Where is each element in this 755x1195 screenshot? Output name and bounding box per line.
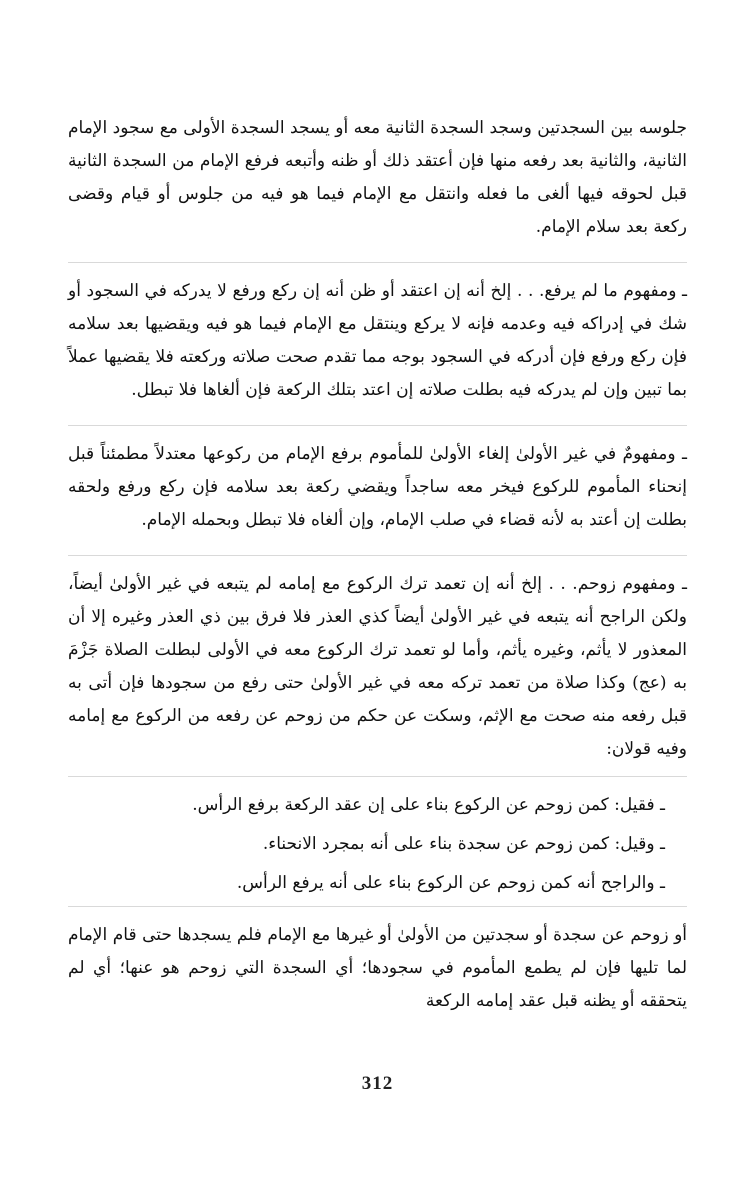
page-body: [68, 112, 687, 1036]
list-item-3: ـ والراجح أنه كمن زوحم عن الركوع بناء على أنه يرفع الرأس.: [236, 873, 665, 893]
paragraph-divider: [68, 425, 687, 426]
list-item-1: ـ فقيل: كمن زوحم عن الركوع بناء على إن عقد الركعة برفع الرأس.: [192, 795, 665, 815]
paragraph-divider: [68, 906, 687, 907]
list-item-2: ـ وقيل: كمن زوحم عن سجدة بناء على أنه بمجرد الانحناء.: [262, 834, 665, 854]
paragraph-3: ـ ومفهومٌ في غير الأولىٰ إلغاء الأولىٰ للمأموم برفع الإمام من ركوعها معتدلاً مطمئناً قبل إنحناء المأموم للركوع فيخر معه ساجداً ويقضي ركعة بعد سلامه فإن ركع ورفع ولحقه بطلت إن أعتد به لأنه قضاء في صلب الإمام، وإن ألغاه فلا تبطل وبحمله الإمام.: [68, 444, 687, 530]
closing-paragraph: أو زوحم عن سجدة أو سجدتين من الأولىٰ أو غيرها مع الإمام فلم يسجدها حتى قام الإمام لما تليها فإن لم يطمع المأموم في سجودها؛ أي السجدة التي زوحم هو عنها؛ أي لم يتحققه أو يظنه قبل عقد إمامه الركعة: [68, 925, 687, 1011]
paragraph-1: جلوسه بين السجدتين وسجد السجدة الثانية معه أو يسجد السجدة الأولى مع سجود الإمام الثانية، والثانية بعد رفعه منها فإن أعتقد ذلك أو ظنه وأتبعه فرفع الإمام من السجدة الثانية قبل لحوقه فيها ألغى ما فعله وانتقل مع الإمام فيما هو فيه من جلوس أو قيام وقضى ركعة بعد سلام الإمام.: [68, 118, 687, 237]
page-number: 312: [361, 1073, 394, 1094]
paragraph-2: ـ ومفهوم ما لم يرفع. . . إلخ أنه إن اعتقد أو ظن أنه إن ركع ورفع لا يدركه في السجود أو شك في إدراكه فيه وعدمه فإنه لا يركع وينتقل مع الإمام فيما هو فيه ويقضيها بعد سلامه فإن ركع ورفع فإن أدركه في السجود بوجه مما تقدم صحت صلاته وركعته فلا يقضيها عملاً بما تبين وإن لم يدركه فيه بطلت صلاته إن اعتد بتلك الركعة فإن ألغاها فلا تبطل.: [68, 281, 687, 400]
paragraph-divider: [68, 555, 687, 556]
paragraph-divider: [68, 262, 687, 263]
paragraph-4: ـ ومفهوم زوحم. . . إلخ أنه إن تعمد ترك الركوع مع إمامه لم يتبعه في غير الأولىٰ أيضاً، ولكن الراجح أنه يتبعه في غير الأولىٰ أيضاً كذي العذر فلا فرق بين ذي العذر وغيره إلا أن المعذور لا يأثم، وغيره يأثم، وأما لو تعمد ترك الركوع معه في الأولى لبطلت الصلاة جَزْمَ به (عج) وكذا صلاة من تعمد تركه معه في غير الأولىٰ حتى رفع من سجودها فإن أتى به قبل رفعه منه صحت مع الإثم، وسكت عن حكم من زوحم عن رفعه من الركوع مع إمامه وفيه قولان:: [68, 574, 687, 759]
paragraph-divider: [68, 776, 687, 777]
